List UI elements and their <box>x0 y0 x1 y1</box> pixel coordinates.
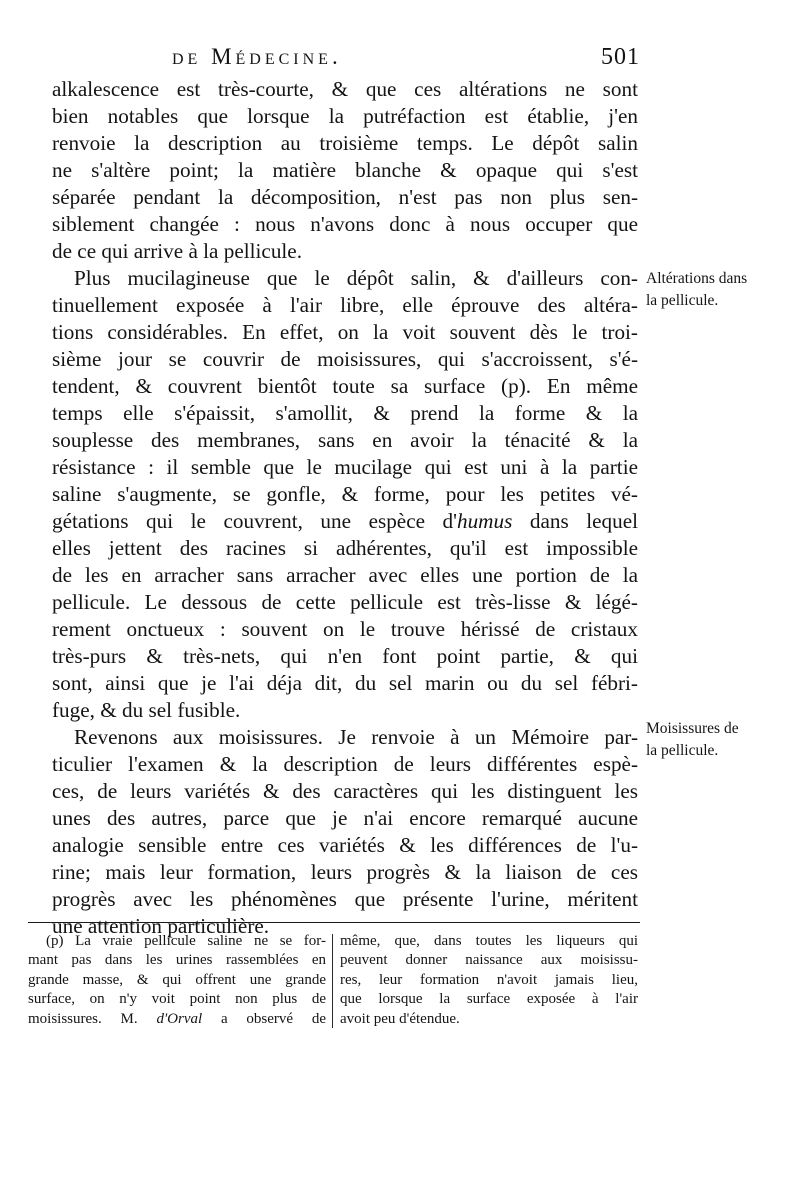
italic-name: d'Orval <box>156 1010 203 1027</box>
body-text <box>52 76 638 940</box>
margin-note-moisissures <box>646 718 786 762</box>
text-line: tions considérables. En effet, on la voit souvent dès le troi- <box>52 320 638 344</box>
margin-note-line: la pellicule. <box>646 742 719 759</box>
footnote-line <box>28 1010 326 1029</box>
text-segment: gétations qui le couvrent, une espèce d' <box>52 509 457 533</box>
text-line: renvoie la description au troisième temps. Le dépôt salin <box>52 131 638 155</box>
footnote-line: mant pas dans les urines rassemblées en <box>28 952 326 969</box>
text-segment: dans lequel <box>512 509 638 533</box>
text-line: pellicule. Le dessous de cette pellicule est très-lisse & légé- <box>52 590 638 614</box>
footnote-line: avoit peu d'étendue. <box>340 1010 460 1027</box>
text-line: rement onctueux : souvent on le trouve hérissé de cristaux <box>52 617 638 641</box>
footnote-line: (p) La vraie pellicule saline ne se for- <box>46 933 326 949</box>
running-title: de Médecine. <box>172 44 342 69</box>
text-line: ne s'altère point; la matière blanche & opaque qui s'est <box>52 158 638 182</box>
footnote-column-divider <box>332 934 333 1028</box>
italic-term: humus <box>456 509 513 533</box>
text-line: rine; mais leur formation, leurs progrès & la liaison de ces <box>52 860 638 884</box>
footnote-column-left <box>28 932 326 1029</box>
text-segment: a observé de <box>202 1010 326 1027</box>
text-line: une attention particulière. <box>52 914 270 938</box>
footnote-line: que lorsque la surface exposée à l'air <box>340 991 638 1008</box>
margin-note-line: Altérations dans <box>646 270 748 287</box>
text-line: de ce qui arrive à la pellicule. <box>52 239 302 263</box>
text-line: Plus mucilagineuse que le dépôt salin, & d'ailleurs con- <box>74 266 638 290</box>
footnote-column-right <box>340 932 638 1029</box>
text-line: saline s'augmente, se gonfle, & forme, pour les petites vé- <box>52 482 638 506</box>
text-segment: moisissures. M. <box>28 1010 157 1027</box>
text-line: alkalescence est très-courte, & que ces altérations ne sont <box>52 77 638 101</box>
text-line: très-purs & très-nets, qui n'en font point partie, & qui <box>52 644 638 668</box>
text-line: temps elle s'épaissit, s'amollit, & prend la forme & la <box>52 401 638 425</box>
text-line: analogie sensible entre ces variétés & les différences de l'u- <box>52 833 638 857</box>
text-line: Revenons aux moisissures. Je renvoie à un Mémoire par- <box>74 725 638 749</box>
footnote-line: grande masse, & qui offrent une grande <box>28 971 326 988</box>
text-line: séparée pendant la décomposition, n'est pas non plus sen- <box>52 185 638 209</box>
text-line: résistance : il semble que le mucilage qui est uni à la partie <box>52 455 638 479</box>
page-number: 501 <box>601 44 640 70</box>
text-line: tinuellement exposée à l'air libre, elle éprouve des altéra- <box>52 293 638 317</box>
footnote-separator <box>28 922 640 923</box>
footnote-line: surface, on n'y voit point non plus de <box>28 991 326 1008</box>
footnote-line: même, que, dans toutes les liqueurs qui <box>340 933 638 949</box>
footnote-line: res, leur formation n'avoit jamais lieu, <box>340 971 638 988</box>
text-line: elles jettent des racines si adhérentes, qu'il est impossible <box>52 536 638 560</box>
text-line: de les en arracher sans arracher avec elles une portion de la <box>52 563 638 587</box>
margin-note-alterations <box>646 268 786 312</box>
text-line: ces, de leurs variétés & des caractères qui les distinguent les <box>52 779 638 803</box>
text-line: progrès avec les phénomènes que présente l'urine, méritent <box>52 887 638 911</box>
text-line: unes des autres, parce que je n'ai encore remarqué aucune <box>52 806 638 830</box>
margin-note-line: Moisissures de <box>646 720 739 737</box>
text-line <box>52 508 638 535</box>
text-line: sième jour se couvrir de moisissures, qui s'accroissent, s'é- <box>52 347 638 371</box>
text-line: sont, ainsi que je l'ai déja dit, du sel marin ou du sel fébri- <box>52 671 638 695</box>
text-line: siblement changée : nous n'avons donc à nous occuper que <box>52 212 638 236</box>
footnotes <box>28 932 640 1032</box>
text-line: souplesse des membranes, sans en avoir la ténacité & la <box>52 428 638 452</box>
text-line: ticulier l'examen & la description de leurs différentes espè- <box>52 752 638 776</box>
running-head <box>60 44 640 78</box>
margin-note-line: la pellicule. <box>646 292 719 309</box>
text-line: bien notables que lorsque la putréfaction est établie, j'en <box>52 104 638 128</box>
text-line: fuge, & du sel fusible. <box>52 698 241 722</box>
footnote-line: peuvent donner naissance aux moisissu- <box>340 952 638 969</box>
text-line: tendent, & couvrent bientôt toute sa surface (p). En même <box>52 374 638 398</box>
